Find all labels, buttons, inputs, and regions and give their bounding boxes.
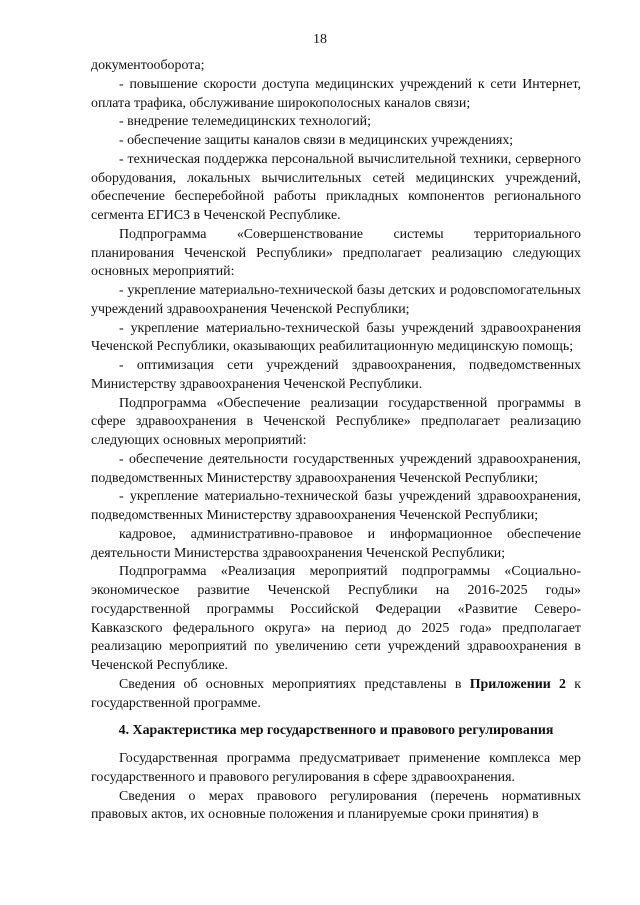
appendix-link-text: Приложении 2 [469,676,566,692]
document-body [91,57,581,825]
paragraph-staffing-support: кадровое, административно-правовое и информационное обеспечение деятельности Министерства здравоохранения Чеченской Республики; [91,526,581,561]
appendix-text-before: Сведения об основных мероприятиях представлены в [119,676,470,692]
list-item-network-optimization: - оптимизация сети учреждений здравоохранения, подведомственных Министерству здравоохранения Чеченской Республики. [91,358,581,392]
list-item-internet-access: - повышение скорости доступа медицинских учреждений к сети Интернет, оплата трафика, обслуживание широкополосных каналов связи; [91,76,581,111]
page-number: 18 [313,32,327,47]
paragraph-legal-acts: Сведения о мерах правового регулирования (перечень нормативных правовых актов, их основные положения и планируемые сроки принятия) в [91,788,581,823]
list-item-channel-protection: - обеспечение защиты каналов связи в медицинских учреждениях; [119,133,514,148]
list-item-technical-support: - техническая поддержка персональной вычислительной техники, серверного оборудования, локальных вычислительных сетей медицинских учреждений, обеспечение бесперебойной работы прикладных компонентов регионального сегмента ЕГИСЗ в Чеченской Республике. [91,151,581,223]
section-heading: 4. Характеристика мер государственного и правового регулирования [118,723,554,739]
list-item-telemedicine: - внедрение телемедицинских технологий; [119,114,371,130]
paragraph-appendix-reference [91,676,581,714]
paragraph-subprogram-planning: Подпрограмма «Совершенствование системы территориального планирования Чеченской Республики» предполагает реализацию следующих основных мероприятий: [91,226,581,280]
paragraph-document-flow: документооборота; [91,58,205,73]
paragraph-regulation-measures: Государственная программа предусматривает применение комплекса мер государственного и правового регулирования в сфере здравоохранения. [91,751,581,785]
list-item-rehabilitation: - укрепление материально-технической базы учреждений здравоохранения Чеченской Республики, оказывающих реабилитационную медицинскую помощь; [91,320,581,355]
appendix-text-after: к государственной программе. [91,676,581,711]
list-item-material-base: - укрепление материально-технической базы учреждений здравоохранения, подведомственных Министерству здравоохранения Чеченской Республики; [91,489,581,523]
list-item-state-institutions: - обеспечение деятельности государственных учреждений здравоохранения, подведомственных Министерству здравоохранения Чеченской Республики; [91,451,581,486]
paragraph-subprogram-socioeconomic: Подпрограмма «Реализация мероприятий подпрограммы «Социально-экономическое развитие Чеченской Республики на 2016-2025 годы» государственной программы Российской Федерации «Развитие Северо-Кавказского федерального округа» на период до 2025 года» предполагает реализацию мероприятий по увеличению сети учреждений здравоохранения в Чеченской Республике. [91,564,581,673]
list-item-children-institutions: - укрепление материально-технической базы детских и родовспомогательных учреждений здравоохранения Чеченской Республики; [91,283,581,317]
paragraph-subprogram-implementation: Подпрограмма «Обеспечение реализации государственной программы в сфере здравоохранения в Чеченской Республике» предполагает реализацию следующих основных мероприятий: [91,395,581,448]
